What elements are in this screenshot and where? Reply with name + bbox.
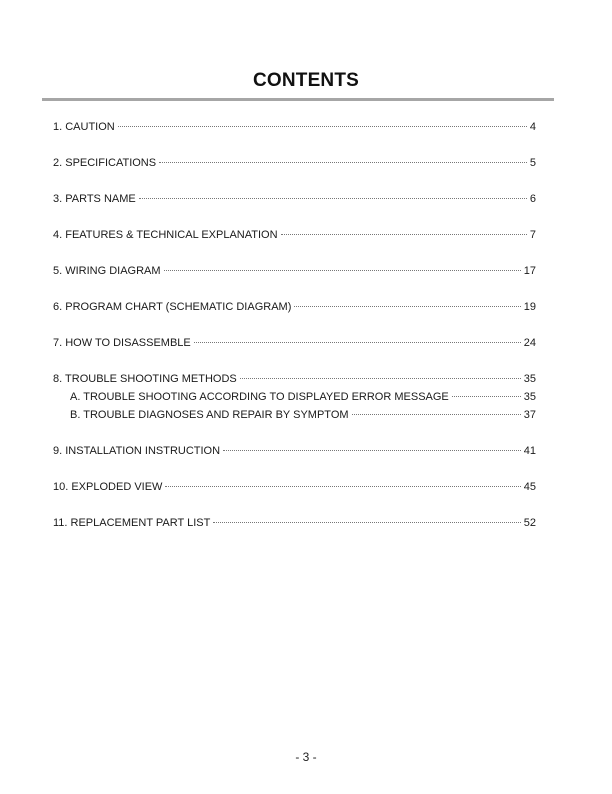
toc-entry-page: 6 — [529, 193, 536, 205]
dot-leader — [352, 413, 521, 415]
toc-entry-label: 7. HOW TO DISASSEMBLE — [53, 337, 191, 349]
toc-entry-parts-name[interactable] — [53, 190, 536, 208]
title-divider — [42, 98, 554, 101]
toc-entry-page: 37 — [523, 409, 536, 421]
dot-leader — [281, 233, 527, 235]
toc-entry-trouble-shooting[interactable] — [53, 370, 536, 388]
toc-entry-label: 1. CAUTION — [53, 121, 115, 133]
toc-entry-page: 52 — [523, 517, 536, 529]
toc-subentry-by-symptom[interactable] — [53, 406, 536, 424]
dot-leader — [165, 485, 520, 487]
dot-leader — [159, 161, 527, 163]
toc-entry-program-chart[interactable] — [53, 298, 536, 316]
page-number: - 3 - — [295, 750, 317, 764]
toc-entry-label: B. TROUBLE DIAGNOSES AND REPAIR BY SYMPTOM — [70, 409, 349, 421]
toc-entry-page: 35 — [523, 391, 536, 403]
dot-leader — [164, 269, 521, 271]
toc-entry-caution[interactable] — [53, 118, 536, 136]
toc-entry-wiring-diagram[interactable] — [53, 262, 536, 280]
toc-entry-page: 45 — [523, 481, 536, 493]
toc-entry-page: 17 — [523, 265, 536, 277]
table-of-contents — [53, 118, 536, 532]
page-title: CONTENTS — [252, 70, 360, 91]
toc-entry-specifications[interactable] — [53, 154, 536, 172]
toc-entry-label: 8. TROUBLE SHOOTING METHODS — [53, 373, 237, 385]
dot-leader — [213, 521, 520, 523]
toc-entry-installation[interactable] — [53, 442, 536, 460]
toc-entry-exploded-view[interactable] — [53, 478, 536, 496]
dot-leader — [223, 449, 521, 451]
toc-entry-label: 11. REPLACEMENT PART LIST — [53, 517, 211, 529]
toc-entry-how-to-disassemble[interactable] — [53, 334, 536, 352]
toc-entry-label: 6. PROGRAM CHART (SCHEMATIC DIAGRAM) — [53, 301, 292, 313]
toc-entry-page: 7 — [529, 229, 536, 241]
toc-entry-label: 9. INSTALLATION INSTRUCTION — [53, 445, 221, 457]
toc-entry-replacement-part-list[interactable] — [53, 514, 536, 532]
toc-entry-label: A. TROUBLE SHOOTING ACCORDING TO DISPLAYED ERROR MESSAGE — [70, 391, 449, 403]
toc-entry-page: 35 — [523, 373, 536, 385]
dot-leader — [118, 125, 527, 127]
dot-leader — [139, 197, 527, 199]
toc-entry-page: 4 — [529, 121, 536, 133]
dot-leader — [240, 377, 521, 379]
dot-leader — [452, 395, 521, 397]
toc-entry-label: 5. WIRING DIAGRAM — [53, 265, 161, 277]
dot-leader — [294, 305, 520, 307]
toc-entry-label: 2. SPECIFICATIONS — [53, 157, 157, 169]
toc-entry-label: 4. FEATURES & TECHNICAL EXPLANATION — [53, 229, 278, 241]
toc-entry-page: 19 — [523, 301, 536, 313]
dot-leader — [194, 341, 521, 343]
toc-entry-label: 10. EXPLODED VIEW — [53, 481, 163, 493]
toc-entry-page: 24 — [523, 337, 536, 349]
toc-subentry-error-message[interactable] — [53, 388, 536, 406]
toc-entry-page: 41 — [523, 445, 536, 457]
toc-entry-label: 3. PARTS NAME — [53, 193, 136, 205]
toc-entry-page: 5 — [529, 157, 536, 169]
toc-entry-features[interactable] — [53, 226, 536, 244]
